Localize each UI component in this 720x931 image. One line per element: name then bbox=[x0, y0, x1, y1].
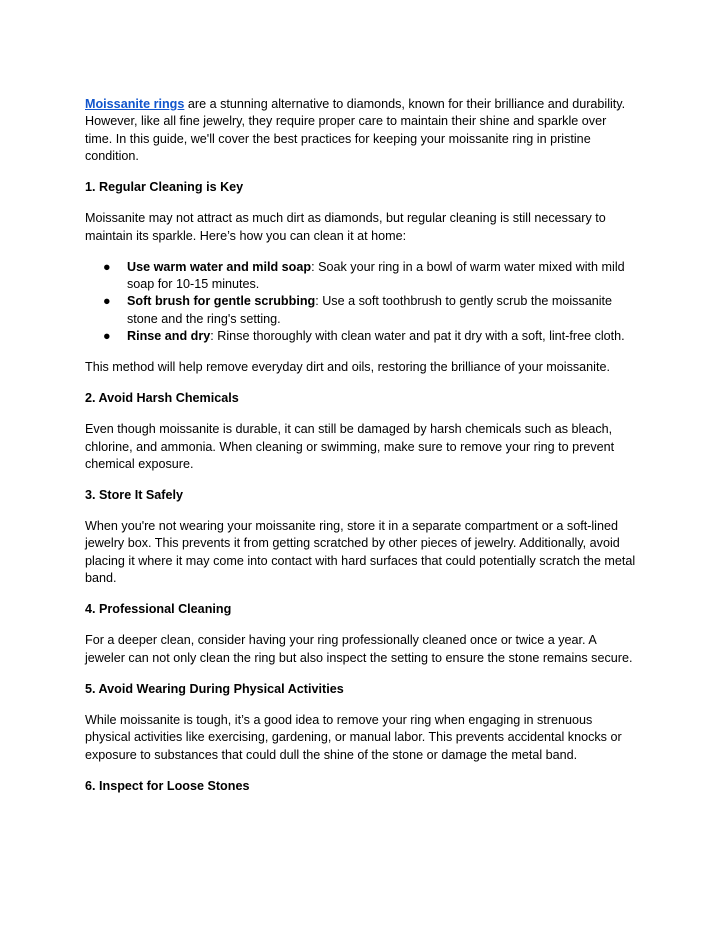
bullet-icon: ● bbox=[103, 294, 111, 309]
list-item-text: : Rinse thoroughly with clean water and pat it dry with a soft, lint-free cloth. bbox=[210, 329, 625, 344]
intro-paragraph bbox=[85, 96, 637, 166]
section-paragraph-regular-cleaning: Moissanite may not attract as much dirt as diamonds, but regular cleaning is still necessary to maintain its sparkle. Here’s how you can clean it at home: bbox=[85, 211, 606, 243]
moissanite-rings-link[interactable]: Moissanite rings bbox=[85, 97, 185, 111]
list-item-text: : Soak your ring in a bowl of warm water mixed with mild soap for 10-15 minutes. bbox=[127, 259, 625, 292]
section-heading-professional-cleaning: 4. Professional Cleaning bbox=[85, 602, 232, 617]
intro-text: are a stunning alternative to diamonds, known for their brilliance and durability. However, like all fine jewelry, they require proper care to maintain their shine and sparkle over time. In this guide, we'll cover the best practices for keeping your moissanite ring in pristine condition. bbox=[85, 97, 626, 164]
list-item bbox=[85, 259, 637, 294]
list-item-bold: Soft brush for gentle scrubbing bbox=[127, 294, 316, 309]
list-item bbox=[85, 328, 637, 345]
list-item-bold: Use warm water and mild soap bbox=[127, 259, 312, 274]
bullet-icon: ● bbox=[103, 259, 111, 274]
section-heading-harsh-chemicals: 2. Avoid Harsh Chemicals bbox=[85, 391, 239, 406]
section-heading-regular-cleaning: 1. Regular Cleaning is Key bbox=[85, 180, 244, 195]
section-heading-physical-activities: 5. Avoid Wearing During Physical Activities bbox=[85, 681, 344, 696]
section-after-paragraph-regular-cleaning: This method will help remove everyday dirt and oils, restoring the brilliance of your moissanite. bbox=[85, 360, 610, 375]
list-item bbox=[85, 293, 637, 328]
section-heading-store-safely: 3. Store It Safely bbox=[85, 488, 183, 503]
list-item-bold: Rinse and dry bbox=[127, 329, 211, 344]
list-item-text: : Use a soft toothbrush to gently scrub the moissanite stone and the ring's setting. bbox=[127, 294, 613, 326]
document-body bbox=[85, 96, 637, 809]
section-heading-loose-stones: 6. Inspect for Loose Stones bbox=[85, 778, 250, 793]
bullet-icon: ● bbox=[103, 329, 111, 344]
section-paragraph-store-safely: When you're not wearing your moissanite ring, store it in a separate compartment or a soft-lined jewelry box. This prevents it from getting scratched by other pieces of jewelry. Additionally, avoid placing it where it may come into contact with hard surfaces that could potentially scratch the metal band. bbox=[85, 519, 636, 586]
section-paragraph-physical-activities: While moissanite is tough, it’s a good idea to remove your ring when engaging in strenuous physical activities like exercising, gardening, or manual labor. This prevents accidental knocks or exposure to substances that could dull the shine of the stone or damage the metal band. bbox=[85, 712, 622, 762]
section-paragraph-professional-cleaning: For a deeper clean, consider having your ring professionally cleaned once or twice a year. A jeweler can not only clean the ring but also inspect the setting to ensure the stone remains secure. bbox=[85, 633, 633, 665]
cleaning-steps-list bbox=[85, 259, 637, 346]
section-paragraph-harsh-chemicals: Even though moissanite is durable, it can still be damaged by harsh chemicals such as bleach, chlorine, and ammonia. When cleaning or swimming, make sure to remove your ring to prevent chemical exposure. bbox=[85, 422, 615, 472]
